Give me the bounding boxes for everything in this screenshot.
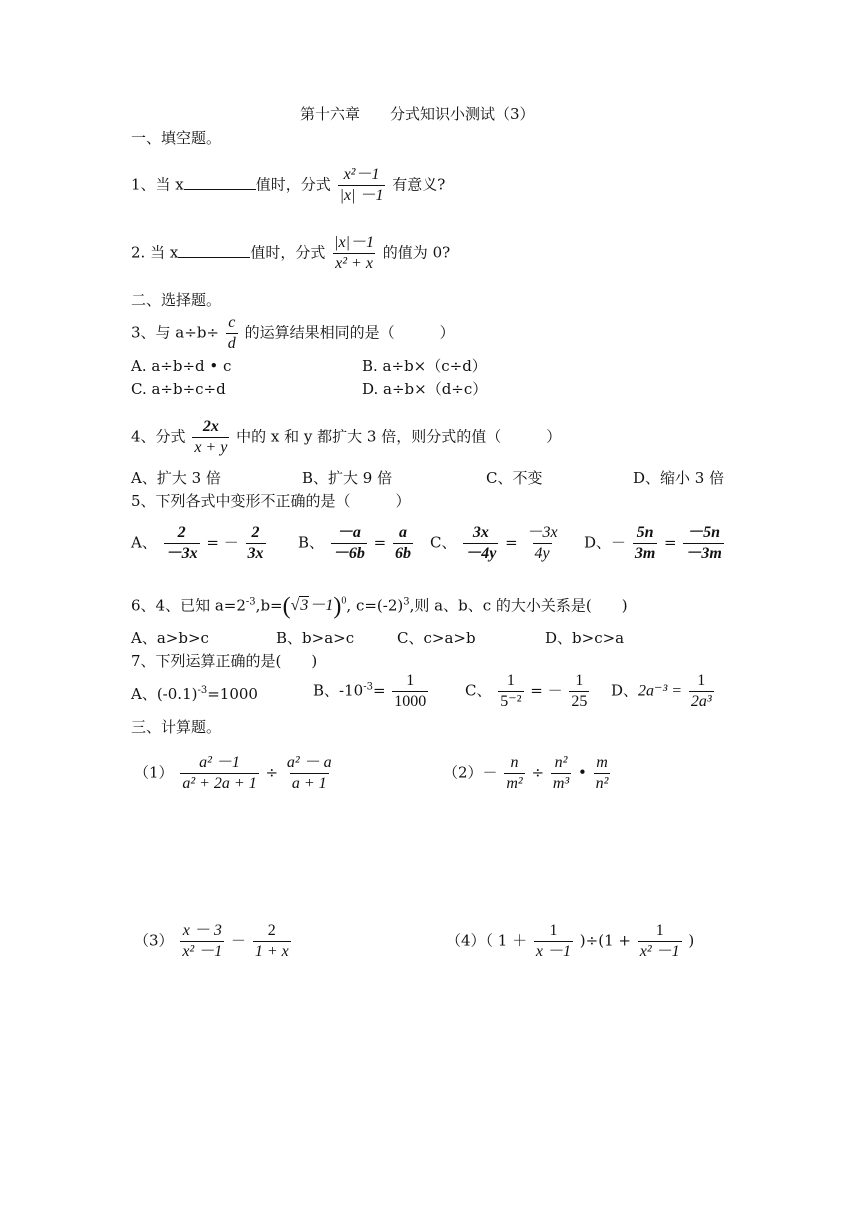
q5-b-lhs [331,524,367,563]
q5-d-d1: 3m [634,545,656,562]
q7-b-den: 1000 [394,693,427,710]
q5-c-n1: 3x [472,524,489,541]
q4-option-c[interactable]: C、不变 [486,469,543,487]
calc-3-n1: x － 3 [182,922,222,939]
calc-3-op: － [231,931,247,950]
q4-numerator: 2x [202,418,219,435]
calc-3-frac-a [180,922,224,961]
q5-b-rhs [393,524,413,563]
q6-sup-a: -3 [245,596,256,608]
q3-numerator: c [228,314,236,331]
q5-d-mid: = [664,533,677,552]
q6-text-c: －1 [309,597,334,615]
calc-4-d1: x －1 [535,943,572,960]
calc-3-frac-b [253,922,291,961]
q3-suffix: 的运算结果相同的是（ ） [244,323,455,342]
q6-option-a[interactable]: A、a>b>c [131,629,209,647]
q7-option-b[interactable] [313,672,430,711]
q1-prefix: 1、当 x [131,175,184,194]
q7-c-num2: 1 [575,672,584,689]
question-4 [131,418,561,457]
q2-suffix: 的值为 0? [382,243,451,262]
q1-suffix: 有意义? [392,175,446,194]
calc-2-d2: m³ [552,775,570,792]
q6-text-b: ,b= [255,596,283,615]
q5-c-mid: = [505,533,518,552]
q7-d-num: 1 [697,672,706,689]
q4-suffix: 中的 x 和 y 都扩大 3 倍，则分式的值（ ） [236,427,562,446]
q3-option-a[interactable]: A. a÷b÷d • c [131,357,232,375]
calc-4-n2: 1 [655,922,664,939]
calc-3-d1: x² －1 [182,943,223,960]
q1-numerator: x²－1 [343,166,380,183]
q6-sup-b: 0 [341,596,347,607]
calc-3 [134,922,293,961]
page-title: 第十六章 分式知识小测试（3） [300,105,535,123]
q5-d-lhs [633,524,657,563]
q6-sqrt: 3 [300,597,309,615]
calc-1-frac-a [180,754,258,793]
calc-3-d2: 1 + x [254,943,289,960]
calc-2-n3: m [596,754,608,771]
calc-1-op: ÷ [265,763,279,782]
q3-denominator: d [227,335,236,352]
q6-sup-c: 3 [403,596,410,608]
q3-option-d[interactable]: D. a÷b×（d÷c） [362,380,488,398]
question-1 [131,166,445,205]
question-6 [131,592,628,620]
calc-4-op: )÷(1 + [579,931,631,950]
q7-c-text: C、 [465,681,492,700]
q5-b-d1: －6b [332,545,365,562]
q5-c-d1: －4y [465,545,497,562]
calc-2-n2: n² [554,754,568,771]
q5-a-d1: －3x [165,545,198,562]
calc-4 [446,922,694,961]
q5-c-lhs [463,524,498,563]
q2-mid: 值时，分式 [250,243,326,262]
q6-text-e: ,则 a、b、c 的大小关系是( ) [409,596,628,615]
q7-d-den: 2a³ [690,693,712,710]
q5-d-label: D、－ [584,533,627,552]
question-7: 7、下列运算正确的是( ) [131,652,318,670]
q5-a-label: A、 [131,533,157,552]
section-fill-blank: 一、填空题。 [131,129,222,147]
q5-d-n1: 5n [636,524,654,541]
calc-3-label: （3） [134,931,174,950]
calc-4-frac-b [638,922,682,961]
q5-d-n2: －5n [687,524,721,541]
q5-c-d2: 4y [534,545,550,562]
calc-4-close: ) [688,931,695,950]
calc-4-d2: x² －1 [639,943,680,960]
q6-option-b[interactable]: B、b>a>c [276,629,355,647]
calc-2-d1: m² [506,775,523,792]
q1-denominator: |x| －1 [339,187,384,204]
q7-a-post: =1000 [207,685,258,703]
q3-option-b[interactable]: B. a÷b×（c÷d） [362,357,487,375]
q7-d-lhs: 2a⁻³ = [638,682,683,700]
q5-c-rhs [525,524,560,563]
q4-option-b[interactable]: B、扩大 9 倍 [302,469,393,487]
q1-mid: 值时，分式 [255,175,331,194]
calc-2-n1: n [510,754,519,771]
q4-prefix: 4、分式 [131,427,186,446]
q7-c-mid: = － [530,681,563,700]
calc-1 [134,754,336,793]
q5-a-rhs [246,524,266,563]
calc-4-n1: 1 [549,922,558,939]
q7-b-sup: -3 [363,681,373,693]
q5-a-n2: 2 [251,524,260,541]
q5-d-d2: －3m [685,545,722,562]
q4-option-d[interactable]: D、缩小 3 倍 [633,469,725,487]
q4-denominator: x + y [194,439,228,456]
calc-2 [443,754,612,793]
q5-b-d2: 6b [394,545,411,562]
q1-fraction [338,166,386,205]
q5-b-n1: －a [336,524,361,541]
q2-prefix: 2. 当 x [131,243,179,262]
q2-fraction [332,234,376,273]
q3-option-c[interactable]: C. a÷b÷c÷d [131,380,226,398]
q5-a-n1: 2 [177,524,186,541]
q4-fraction [192,418,229,457]
q5-option-c[interactable] [430,524,562,563]
calc-3-n2: 2 [267,922,276,939]
calc-4-label: （4）（ 1 ＋ [446,931,528,950]
q5-option-a[interactable] [131,524,268,563]
calc-2-frac-a [504,754,524,793]
calc-2-d3: n² [595,775,609,792]
calc-1-d1: a² + 2a + 1 [182,775,257,792]
q2-blank[interactable] [178,243,250,258]
q7-b-text: B、-10 [313,681,364,700]
q7-b-fraction [392,672,428,711]
q6-text-d: , c=(-2) [346,596,404,615]
q5-b-mid: = [373,533,387,552]
q7-option-d[interactable] [611,672,716,711]
calc-1-label: （1） [134,763,174,782]
calc-2-frac-b [551,754,571,793]
q5-c-label: C、 [430,533,457,552]
q7-d-fraction [689,672,714,711]
section-multiple-choice: 二、选择题。 [131,291,222,309]
calc-2-op2: • [577,763,587,782]
question-5: 5、下列各式中变形不正确的是（ ） [131,492,411,510]
q5-a-mid: = － [206,533,239,552]
q4-option-a[interactable]: A、扩大 3 倍 [131,469,221,487]
q2-denominator: x² + x [335,255,373,272]
q5-b-n2: a [398,524,407,541]
q5-b-label: B、 [298,533,325,552]
q5-option-d[interactable] [584,524,726,563]
q7-c-rhs [569,672,589,711]
q7-c-den2: 25 [571,693,588,710]
calc-2-label: （2）－ [443,763,498,782]
section-calculation: 三、计算题。 [131,718,222,736]
q3-fraction [226,314,238,353]
q7-a-text: A、(-0.1) [131,685,198,703]
q6-option-d[interactable]: D、b>c>a [545,629,625,647]
q7-c-lhs [498,672,523,711]
calc-2-frac-c [594,754,611,793]
q6-b-expr: $(√3-1)^0$ [282,593,347,620]
calc-4-frac-a [534,922,573,961]
calc-1-frac-b [285,754,334,793]
q2-numerator: |x|－1 [334,234,375,251]
q7-b-post: = [372,681,386,700]
q7-c-num: 1 [506,672,515,689]
q3-prefix: 3、与 a÷b÷ [131,323,219,342]
question-3 [131,314,455,353]
q7-c-den: 5⁻² [500,693,522,710]
q5-d-rhs [683,524,723,563]
calc-1-n1: a² －1 [199,754,240,771]
q1-blank[interactable] [184,175,256,190]
q6-option-c[interactable]: C、c>a>b [397,629,476,647]
q7-a-sup: -3 [197,685,208,696]
q5-a-d2: 3x [247,545,264,562]
q7-option-a[interactable] [131,681,258,704]
q7-b-num: 1 [406,672,415,689]
q7-d-text: D、 [611,681,639,700]
q5-option-b[interactable] [298,524,415,563]
calc-1-d2: a + 1 [291,775,327,792]
q5-c-n2: －3x [526,524,558,541]
q6-text-a: 6、4、已知 a=2 [131,596,246,615]
q5-a-lhs [164,524,200,563]
question-2 [131,234,450,273]
calc-1-n2: a² － a [286,754,332,771]
q7-option-c[interactable] [465,672,591,711]
calc-2-op: ÷ [531,763,545,782]
